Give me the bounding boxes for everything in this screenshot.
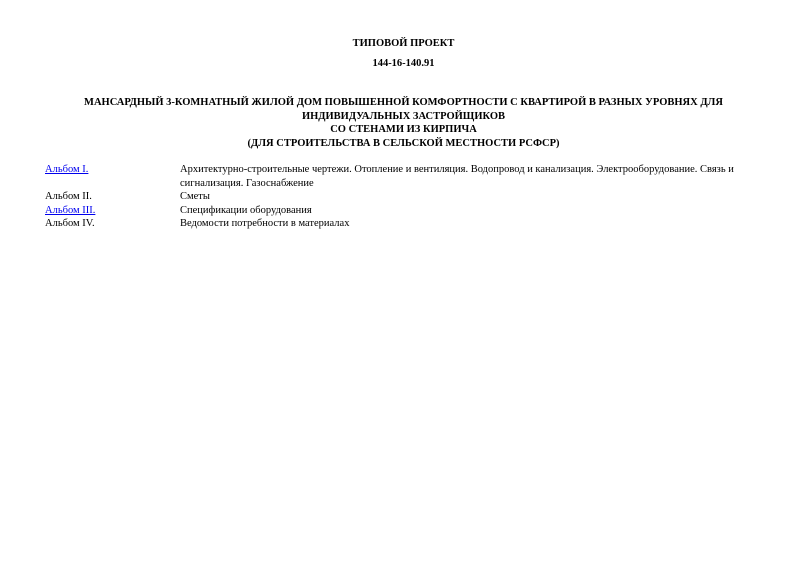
album-description: Архитектурно-строительные чертежи. Отопление и вентиляция. Водопровод и канализация. Электрооборудование. Связь и сигнализация. Газоснабжение xyxy=(180,164,734,189)
album-description: Ведомости потребности в материалах xyxy=(180,218,350,229)
table-row xyxy=(45,217,770,231)
album-4-name: Альбом IV. xyxy=(45,218,95,229)
heading-line: (ДЛЯ СТРОИТЕЛЬСТВА В СЕЛЬСКОЙ МЕСТНОСТИ РСФСР) xyxy=(247,137,560,149)
project-code: 144-16-140.91 xyxy=(372,58,435,69)
albums-table xyxy=(45,163,770,231)
album-description: Спецификации оборудования xyxy=(180,204,312,216)
heading-line: МАНСАРДНЫЙ 3-КОМНАТНЫЙ ЖИЛОЙ ДОМ ПОВЫШЕННОЙ КОМФОРТНОСТИ С КВАРТИРОЙ В РАЗНЫХ УРОВНЯХ ДЛЯ xyxy=(84,97,723,108)
table-row xyxy=(45,204,770,218)
album-name-cell xyxy=(45,163,180,190)
album-3-link[interactable]: Альбом III. xyxy=(45,204,96,216)
album-1-link[interactable]: Альбом I. xyxy=(45,164,89,175)
table-row xyxy=(45,163,770,190)
document-title: ТИПОВОЙ ПРОЕКТ xyxy=(352,38,455,49)
project-heading xyxy=(40,96,767,150)
heading-line: ИНДИВИДУАЛЬНЫХ ЗАСТРОЙЩИКОВ xyxy=(301,110,506,122)
album-description: Сметы xyxy=(180,191,210,202)
album-name-cell xyxy=(45,204,180,218)
album-2-name: Альбом II. xyxy=(45,191,92,202)
table-row xyxy=(45,190,770,204)
heading-line: СО СТЕНАМИ ИЗ КИРПИЧА xyxy=(330,124,477,135)
